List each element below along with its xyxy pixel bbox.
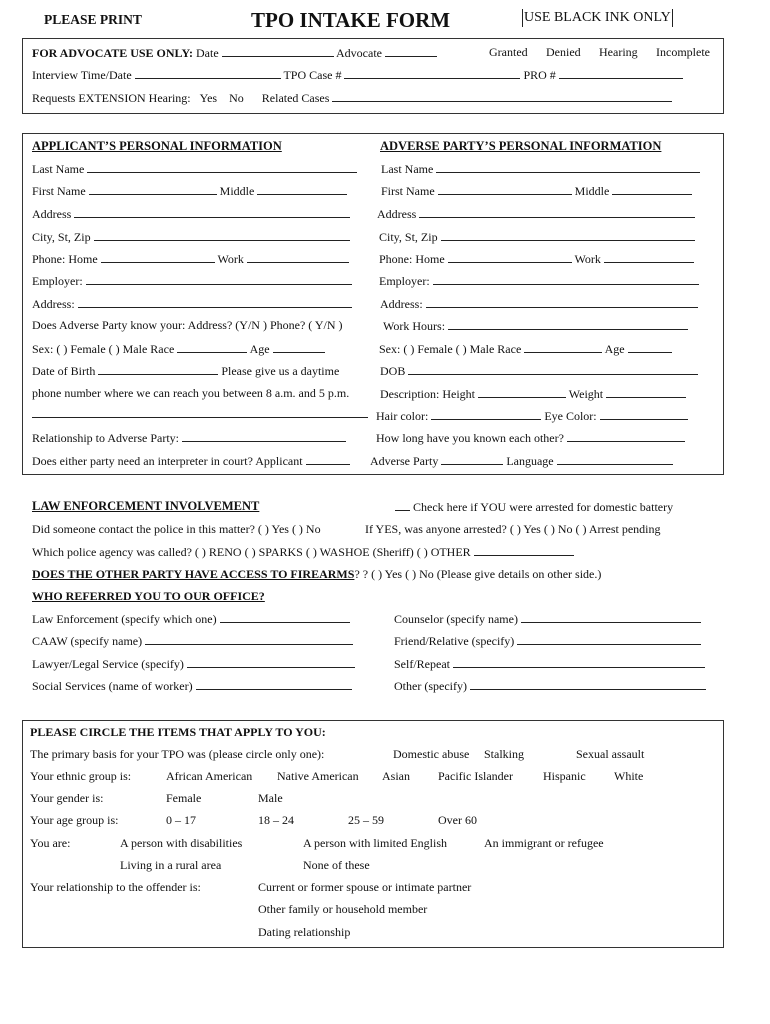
anyone-arrested-question[interactable]: If YES, was anyone arrested? ( ) Yes ( ) No ( ) Arrest pending [365, 522, 661, 536]
language-label: Language [506, 454, 554, 468]
related-cases-field[interactable] [332, 90, 672, 102]
option-age-over-60[interactable]: Over 60 [438, 813, 477, 827]
interpreter-adverse-label: Adverse Party [370, 454, 439, 468]
adverse-sex-label[interactable]: Sex: ( ) Female ( ) Male Race [379, 342, 522, 356]
language-field[interactable] [557, 453, 673, 465]
adverse-address-label: Address [377, 207, 417, 221]
tpo-case-field[interactable] [344, 67, 520, 79]
requests-extension-label: Requests EXTENSION Hearing: [32, 91, 191, 105]
denied-option[interactable]: Denied [546, 45, 581, 59]
adverse-age-field[interactable] [628, 341, 672, 353]
applicant-first-name-label: First Name [32, 184, 86, 198]
adverse-heading: ADVERSE PARTY’S PERSONAL INFORMATION [380, 139, 662, 153]
interpreter-adverse-field[interactable] [441, 453, 503, 465]
arrested-label: Check here if YOU were arrested for domestic battery [413, 500, 674, 514]
firearms-options[interactable]: ? ? ( ) Yes ( ) No (Please give details on other side.) [354, 567, 602, 581]
adverse-address2-label: Address: [380, 297, 423, 311]
law-enforcement-heading: LAW ENFORCEMENT INVOLVEMENT [32, 499, 260, 513]
option-african-american[interactable]: African American [166, 769, 253, 783]
relationship-offender-label: Your relationship to the offender is: [30, 880, 201, 894]
lawyer-field[interactable] [187, 656, 355, 668]
applicant-address-field[interactable] [74, 206, 350, 218]
option-age-25-59[interactable]: 25 – 59 [348, 813, 384, 827]
arrested-checkbox[interactable] [395, 499, 410, 511]
counselor-label: Counselor (specify name) [394, 612, 518, 626]
self-repeat-field[interactable] [453, 656, 705, 668]
adverse-last-name-field[interactable] [436, 161, 700, 173]
adverse-dob-label: DOB [380, 364, 406, 378]
friend-field[interactable] [517, 633, 701, 645]
option-limited-english[interactable]: A person with limited English [303, 836, 447, 850]
for-advocate-label: FOR ADVOCATE USE ONLY: [32, 46, 194, 60]
adverse-employer-label: Employer: [379, 274, 430, 288]
option-hispanic[interactable]: Hispanic [543, 769, 586, 783]
interpreter-question: Does either party need an interpreter in court? Applicant [32, 454, 303, 468]
other-referral-label: Other (specify) [394, 679, 467, 693]
caaw-label: CAAW (specify name) [32, 634, 143, 648]
circle-items-heading: PLEASE CIRCLE THE ITEMS THAT APPLY TO YOU: [30, 725, 326, 739]
extension-yes[interactable]: Yes [199, 91, 218, 105]
option-female[interactable]: Female [166, 791, 202, 805]
adverse-age-label: Age [604, 342, 625, 356]
hair-color-label: Hair color: [376, 409, 429, 423]
hearing-option[interactable]: Hearing [599, 45, 638, 59]
applicant-middle-label: Middle [219, 184, 255, 198]
black-ink-notice: USE BLACK INK ONLY [524, 10, 671, 25]
work-hours-label: Work Hours: [383, 319, 446, 333]
age-group-label: Your age group is: [30, 813, 119, 827]
phone-reach-label: phone number where we can reach you between 8 a.m. and 5 p.m. [32, 386, 350, 400]
please-print-label: PLEASE PRINT [44, 12, 142, 27]
social-services-label: Social Services (name of worker) [32, 679, 193, 693]
gender-label: Your gender is: [30, 791, 104, 805]
adverse-work-field[interactable] [604, 251, 694, 263]
referral-heading: WHO REFERRED YOU TO OUR OFFICE? [32, 589, 265, 603]
applicant-employer-label: Employer: [32, 274, 83, 288]
advocate-row-1 [32, 45, 437, 60]
option-domestic-abuse[interactable]: Domestic abuse [393, 747, 470, 761]
interview-label: Interview Time/Date [32, 68, 132, 82]
applicant-work-field[interactable] [247, 251, 349, 263]
pro-label: PRO # [523, 68, 556, 82]
adverse-work-label: Work [574, 252, 601, 266]
adverse-first-name-field[interactable] [438, 183, 572, 195]
applicant-phone-home-field[interactable] [101, 251, 215, 263]
know-address-question[interactable]: Does Adverse Party know your: Address? (Y/N ) Phone? ( Y/N ) [32, 318, 343, 332]
work-hours-field[interactable] [448, 318, 688, 330]
adverse-phone-home-label: Phone: Home [379, 252, 445, 266]
other-agency-field[interactable] [474, 544, 574, 556]
daytime-phone-field[interactable] [32, 406, 368, 418]
eye-color-field[interactable] [600, 408, 688, 420]
relationship-field[interactable] [182, 430, 346, 442]
option-sexual-assault[interactable]: Sexual assault [576, 747, 645, 761]
option-male[interactable]: Male [258, 791, 283, 805]
applicant-middle-field[interactable] [257, 183, 347, 195]
adverse-last-name-label: Last Name [381, 162, 434, 176]
option-immigrant[interactable]: An immigrant or refugee [484, 836, 604, 850]
option-asian[interactable]: Asian [382, 769, 410, 783]
option-stalking[interactable]: Stalking [484, 747, 525, 761]
adverse-first-name-label: First Name [381, 184, 435, 198]
counselor-field[interactable] [521, 611, 701, 623]
weight-field[interactable] [606, 386, 686, 398]
adverse-race-field[interactable] [524, 341, 602, 353]
applicant-city-field[interactable] [94, 229, 350, 241]
interpreter-applicant-field[interactable] [306, 453, 350, 465]
police-agency-question[interactable]: Which police agency was called? ( ) RENO ( ) SPARKS ( ) WASHOE (Sheriff) ( ) OTHER [32, 545, 471, 559]
ethnic-group-label: Your ethnic group is: [30, 769, 132, 783]
adverse-address-field[interactable] [419, 206, 695, 218]
applicant-last-name-label: Last Name [32, 162, 85, 176]
law-enforcement-referral-label: Law Enforcement (specify which one) [32, 612, 217, 626]
option-none[interactable]: None of these [303, 858, 370, 872]
how-long-label: How long have you known each other? [376, 431, 564, 445]
adverse-phone-home-field[interactable] [448, 251, 572, 263]
applicant-sex-label[interactable]: Sex: ( ) Female ( ) Male Race [32, 342, 175, 356]
adverse-address2-field[interactable] [426, 296, 698, 308]
adverse-employer-field[interactable] [433, 273, 699, 285]
applicant-address-label: Address [32, 207, 72, 221]
other-referral-field[interactable] [470, 678, 706, 690]
you-are-label: You are: [30, 836, 71, 850]
adverse-middle-field[interactable] [612, 183, 692, 195]
option-white[interactable]: White [614, 769, 644, 783]
option-pacific-islander[interactable]: Pacific Islander [438, 769, 513, 783]
option-family[interactable]: Other family or household member [258, 902, 428, 916]
option-disabilities[interactable]: A person with disabilities [120, 836, 243, 850]
applicant-age-label: Age [249, 342, 270, 356]
applicant-first-name-field[interactable] [89, 183, 217, 195]
adverse-city-field[interactable] [441, 229, 695, 241]
daytime-label: Please give us a daytime [221, 364, 340, 378]
date-label: Date [196, 46, 219, 60]
tpo-case-label: TPO Case # [283, 68, 342, 82]
hair-color-field[interactable] [431, 408, 541, 420]
option-rural[interactable]: Living in a rural area [120, 858, 222, 872]
adverse-dob-field[interactable] [408, 363, 698, 375]
option-dating[interactable]: Dating relationship [258, 925, 351, 939]
weight-label: Weight [568, 387, 604, 401]
applicant-city-label: City, St, Zip [32, 230, 91, 244]
advocate-label: Advocate [336, 46, 382, 60]
advocate-row-3 [32, 90, 672, 105]
firearms-question: DOES THE OTHER PARTY HAVE ACCESS TO FIREARMS [32, 567, 355, 581]
self-repeat-label: Self/Repeat [394, 657, 450, 671]
granted-option[interactable]: Granted [489, 45, 528, 59]
applicant-dob-field[interactable] [98, 363, 218, 375]
date-field[interactable] [222, 45, 334, 57]
lawyer-label: Lawyer/Legal Service (specify) [32, 657, 184, 671]
option-age-0-17[interactable]: 0 – 17 [166, 813, 196, 827]
pro-field[interactable] [559, 67, 683, 79]
advocate-field[interactable] [385, 45, 437, 57]
incomplete-option[interactable]: Incomplete [656, 45, 710, 59]
extension-no[interactable]: No [229, 91, 244, 105]
law-enforcement-referral-field[interactable] [220, 611, 350, 623]
how-long-field[interactable] [567, 430, 685, 442]
applicant-last-name-field[interactable] [87, 161, 357, 173]
height-field[interactable] [478, 386, 566, 398]
option-spouse[interactable]: Current or former spouse or intimate partner [258, 880, 472, 894]
applicant-heading: APPLICANT’S PERSONAL INFORMATION [32, 139, 282, 153]
eye-color-label: Eye Color: [544, 409, 597, 423]
interview-field[interactable] [135, 67, 281, 79]
form-title: TPO INTAKE FORM [251, 8, 451, 32]
relationship-label: Relationship to Adverse Party: [32, 431, 179, 445]
caaw-field[interactable] [145, 633, 353, 645]
applicant-address2-field[interactable] [78, 296, 352, 308]
adverse-middle-label: Middle [574, 184, 610, 198]
applicant-employer-field[interactable] [86, 273, 352, 285]
advocate-row-2 [32, 67, 683, 82]
social-services-field[interactable] [196, 678, 352, 690]
applicant-phone-home-label: Phone: Home [32, 252, 98, 266]
height-label: Description: Height [380, 387, 475, 401]
friend-label: Friend/Relative (specify) [394, 634, 515, 648]
option-age-18-24[interactable]: 18 – 24 [258, 813, 294, 827]
adverse-city-label: City, St, Zip [379, 230, 438, 244]
primary-basis-label: The primary basis for your TPO was (please circle only one): [30, 747, 325, 761]
contact-police-question[interactable]: Did someone contact the police in this matter? ( ) Yes ( ) No [32, 522, 321, 536]
applicant-race-field[interactable] [177, 341, 247, 353]
applicant-address2-label: Address: [32, 297, 75, 311]
applicant-age-field[interactable] [273, 341, 325, 353]
applicant-work-label: Work [217, 252, 244, 266]
option-native-american[interactable]: Native American [277, 769, 359, 783]
related-cases-label: Related Cases [261, 91, 330, 105]
applicant-dob-label: Date of Birth [32, 364, 96, 378]
